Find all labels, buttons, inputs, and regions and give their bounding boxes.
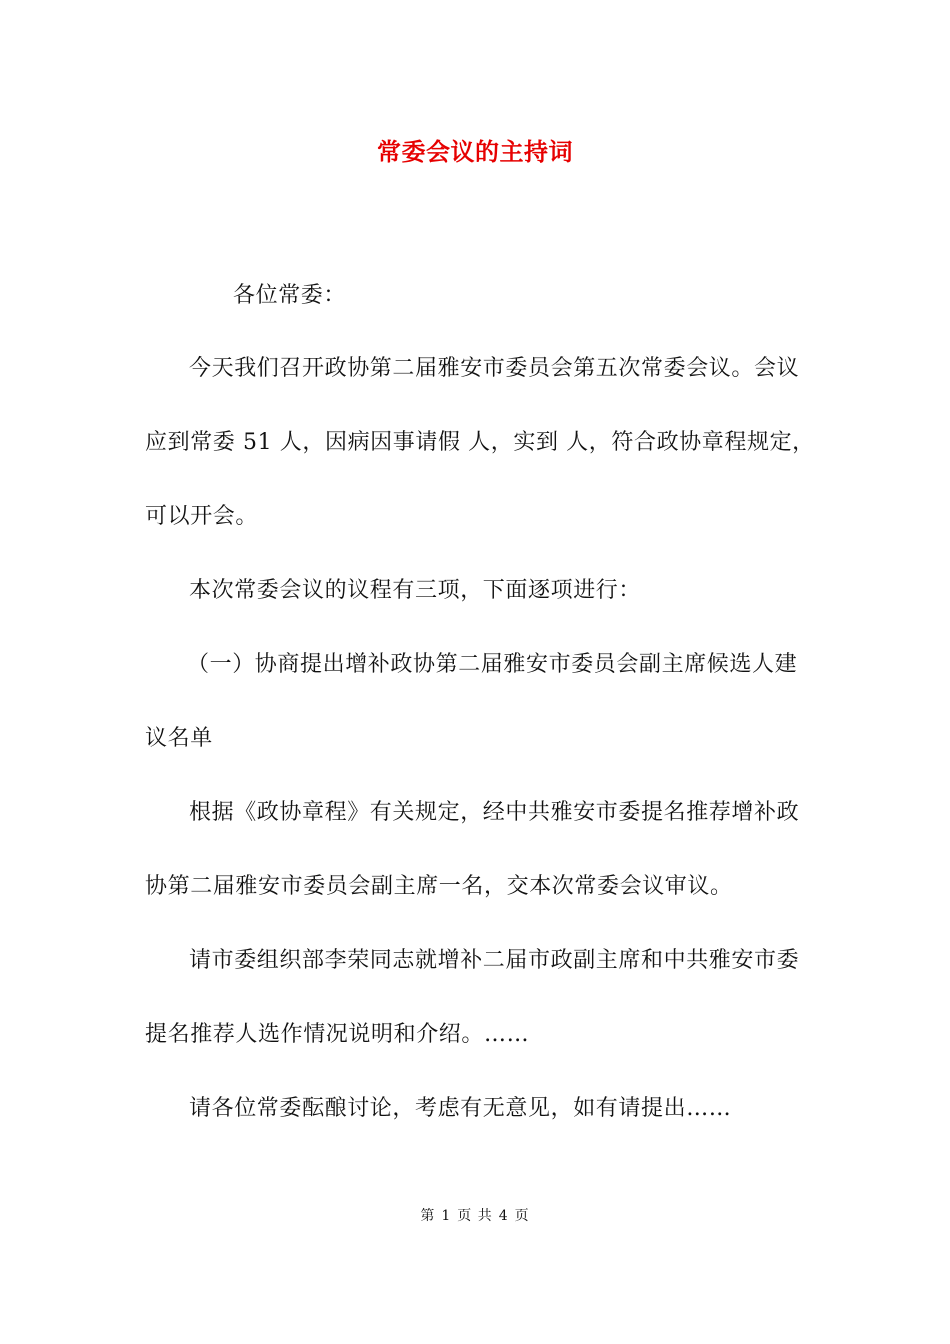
- paragraph-line: 请市委组织部李荣同志就增补二届市政副主席和中共雅安市委: [189, 948, 800, 973]
- paragraph-line: 本次常委会议的议程有三项，下面逐项进行：: [189, 578, 642, 603]
- page-label-suffix: 页: [514, 1208, 530, 1224]
- paragraph-line: 应到常委 51 人，因病因事请假 人，实到 人，符合政协章程规定，: [145, 430, 815, 455]
- paragraph-line: 提名推荐人选作情况说明和介绍。……: [145, 1022, 530, 1047]
- paragraph-line: 可以开会。: [145, 504, 259, 529]
- paragraph-line: 协第二届雅安市委员会副主席一名，交本次常委会议审议。: [145, 874, 733, 899]
- page-label-prefix: 第: [420, 1208, 436, 1224]
- salutation: 各位常委：: [233, 283, 347, 308]
- document-title: 常委会议的主持词: [377, 137, 573, 166]
- paragraph-line: 议名单: [145, 726, 213, 751]
- paragraph-line: 今天我们召开政协第二届雅安市委员会第五次常委会议。会议: [189, 356, 800, 381]
- paragraph-line: 根据《政协章程》有关规定，经中共雅安市委提名推荐增补政: [189, 800, 800, 825]
- page-footer: [0, 1206, 950, 1226]
- page-number: 1: [441, 1208, 452, 1224]
- page-label-mid: 页 共: [457, 1208, 493, 1224]
- paragraph-line: 请各位常委酝酿讨论，考虑有无意见，如有请提出……: [189, 1096, 732, 1121]
- total-pages: 4: [498, 1208, 509, 1224]
- paragraph-line: （一）协商提出增补政协第二届雅安市委员会副主席候选人建: [187, 652, 798, 677]
